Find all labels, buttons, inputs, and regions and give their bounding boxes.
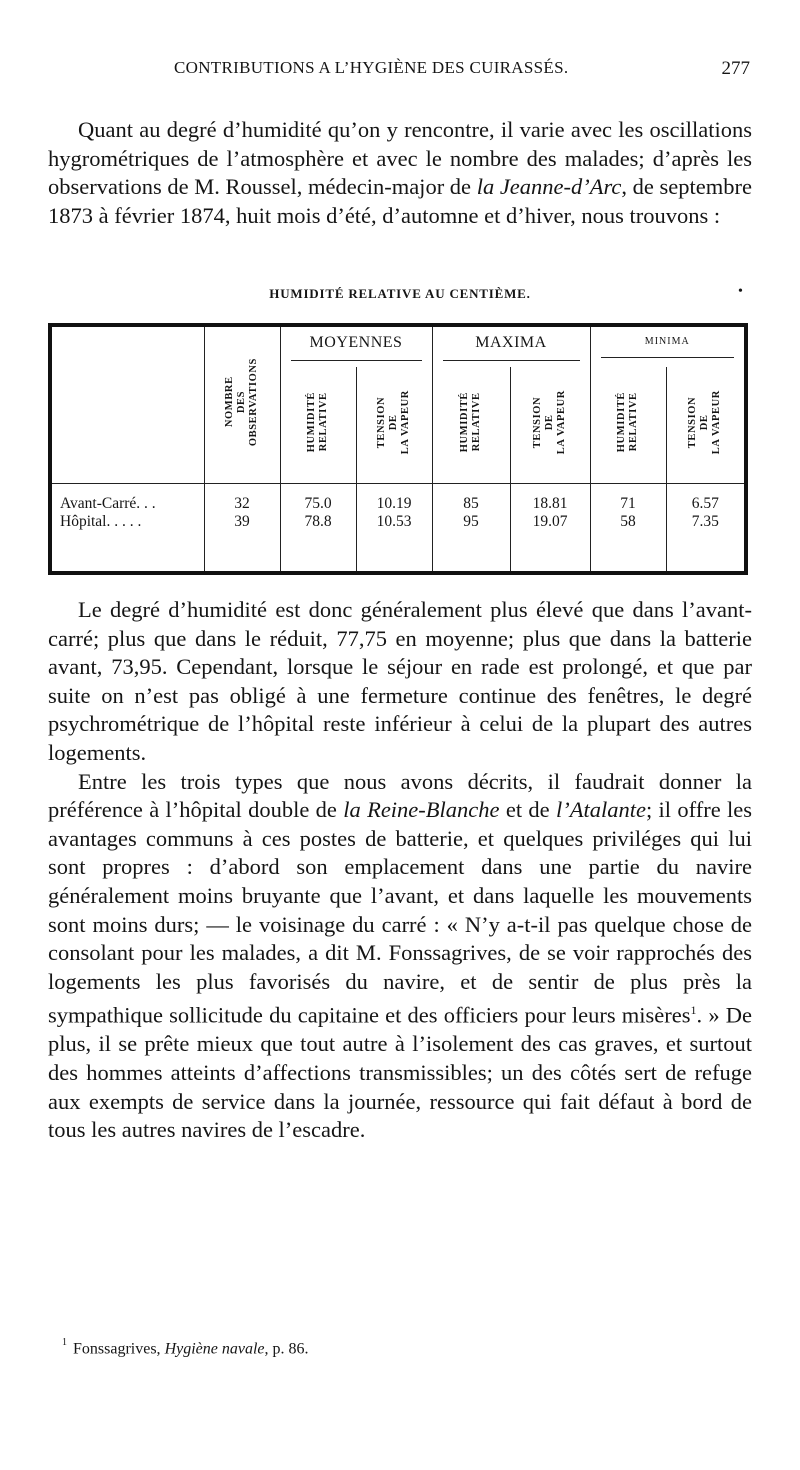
sub-label-max-humidity: HUMIDITÉ RELATIVE <box>459 391 482 453</box>
sub-header-min-tension <box>666 367 744 477</box>
observations-header-cell <box>204 327 280 477</box>
cell-moy-tension: 10.53 <box>356 513 432 535</box>
humidity-table <box>48 323 748 575</box>
cell-min-tension: 7.35 <box>666 513 744 535</box>
footnote-page: , p. 86. <box>264 1340 309 1358</box>
cell-min-humidity: 71 <box>590 483 666 513</box>
intro-text-part1: Quant au degré d’humidité qu’on y rencontre, il varie avec les oscillations hygrométriques de l’atmosphère et avec le nombre des malades; d’après les observations de M. Roussel, médecin-major de <box>48 117 752 200</box>
cell-obs: 39 <box>204 513 280 535</box>
ship-name-jeanne-darc: la Jeanne-d’Arc <box>476 174 622 200</box>
cell-max-tension: 18.81 <box>510 483 590 513</box>
paragraph-humidity: Le degré d’humidité est donc généralement plus élevé que dans l’avant-carré; plus que dans le réduit, 77,75 en moyenne; plus que dans la batterie avant, 73,95. Cependant, lorsque le séjour en rade est prolongé, et que par suite on n’est pas obligé à une fermeture continue des fenêtres, le degré psychrométrique de l’hôpital reste inférieur à celui de la plupart des autres logements. <box>48 597 752 765</box>
table-corner-cell <box>52 327 204 477</box>
sub-label-moy-tension: TENSION DE LA VAPEUR <box>376 389 411 455</box>
sub-label-max-tension: TENSION DE LA VAPEUR <box>532 389 567 455</box>
observations-header: NOMBRE DES OBSERVATIONS <box>224 357 259 447</box>
paragraph-hospital <box>48 768 752 1145</box>
sub-header-moy-humidity <box>280 367 356 477</box>
cell-moy-tension: 10.19 <box>356 483 432 513</box>
footnote <box>62 1339 309 1358</box>
running-head-title: CONTRIBUTIONS A L’HYGIÈNE DES CUIRASSÉS. <box>174 58 569 77</box>
footnote-mark: 1 <box>62 1337 67 1348</box>
row-label-hopital: Hôpital. . . . . <box>60 513 142 530</box>
paragraph-body <box>48 596 752 1145</box>
running-header <box>48 58 752 86</box>
paragraph-intro <box>48 116 752 230</box>
cell-obs: 32 <box>204 483 280 513</box>
cell-min-tension: 6.57 <box>666 483 744 513</box>
table-row <box>52 513 744 535</box>
sub-header-min-humidity <box>590 367 666 477</box>
hospital-text-part3: ; il offre les avantages communs à ces postes de batterie, et quelques priviléges qui lui sont propres : d’abord son emplacement dans une partie du navire généralement moins bruyante que l’avant, et dans laquelle les mouvements sont moins durs; — le voisinage du carré : « N’y a-t-il pas quelque chose de consolant pour les malades, a dit M. Fonssagrives, de se voir rapprochés des logements les plus favorisés du navire, et de sentir de plus près la sympathique sollicitude du capitaine et des officiers pour leurs misères <box>48 797 753 1028</box>
cell-moy-humidity: 78.8 <box>280 513 356 535</box>
footnote-author: Fonssagrives, <box>73 1340 165 1358</box>
cell-max-humidity: 95 <box>432 513 510 535</box>
sub-header-max-humidity <box>432 367 510 477</box>
paragraph-intro-text <box>48 116 752 230</box>
group-header-moyennes <box>280 327 432 367</box>
sub-label-min-humidity: HUMIDITÉ RELATIVE <box>616 391 639 453</box>
intro-text-part2: , de septembre 1873 à février 1874, huit mois d’été, d’automne et d’hiver, nous trouvons : <box>48 174 753 228</box>
group-label-minima: MINIMA <box>601 336 735 358</box>
hospital-text-part2: et de <box>499 797 556 823</box>
hospital-text-part4: . » De plus, il se prête mieux que tout autre à l’isolement des cas graves, et surtout des hommes atteints d’affections transmissibles; un des côtés sert de refuge aux exempts de service dans la journée, ressource qui fait défaut à bord de tous les autres navires de l’escadre. <box>48 1002 752 1143</box>
ship-name-reine-blanche: la Reine-Blanche <box>343 797 500 823</box>
table-row <box>52 483 744 513</box>
page-number: 277 <box>721 58 750 79</box>
group-header-minima <box>590 327 744 367</box>
group-header-maxima <box>432 327 590 367</box>
decorative-mark: • <box>738 284 743 299</box>
footnote-title: Hygiène navale <box>164 1340 265 1358</box>
group-label-maxima: MAXIMA <box>443 334 580 361</box>
cell-moy-humidity: 75.0 <box>280 483 356 513</box>
ship-name-atalante: l’Atalante <box>555 797 646 823</box>
sub-header-moy-tension <box>356 367 432 477</box>
footnote-reference[interactable]: 1 <box>690 1003 697 1018</box>
cell-max-tension: 19.07 <box>510 513 590 535</box>
row-label-avant-carre: Avant-Carré. . . <box>60 495 156 512</box>
group-label-moyennes: MOYENNES <box>291 334 422 361</box>
hospital-text-part1: Entre les trois types que nous avons décrits, il faudrait donner la préférence à l’hôpital double de <box>48 768 752 823</box>
cell-min-humidity: 58 <box>590 513 666 535</box>
cell-max-humidity: 85 <box>432 483 510 513</box>
sub-header-max-tension <box>510 367 590 477</box>
humidity-table-grid <box>52 327 744 571</box>
sub-label-moy-humidity: HUMIDITÉ RELATIVE <box>306 391 329 453</box>
table-title: HUMIDITÉ RELATIVE AU CENTIÈME. <box>269 286 531 301</box>
sub-label-min-tension: TENSION DE LA VAPEUR <box>687 389 723 455</box>
